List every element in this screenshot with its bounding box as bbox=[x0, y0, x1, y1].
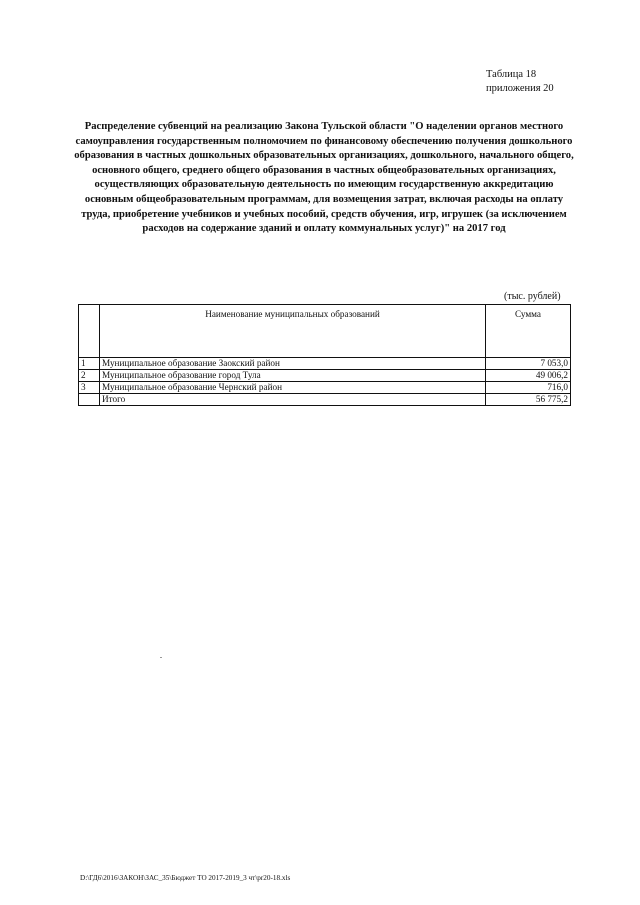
table-number: Таблица 18 bbox=[486, 69, 537, 80]
total-num bbox=[79, 394, 100, 406]
subsidy-table bbox=[78, 304, 571, 406]
row-sum: 49 006,2 bbox=[486, 370, 571, 382]
row-name: Муниципальное образование город Тула bbox=[100, 370, 486, 382]
table-row bbox=[79, 358, 571, 370]
row-sum: 716,0 bbox=[486, 382, 571, 394]
table-row bbox=[79, 382, 571, 394]
table-header-row bbox=[79, 305, 571, 358]
header-name: Наименование муниципальных образований bbox=[100, 305, 486, 358]
total-sum: 56 775,2 bbox=[486, 394, 571, 406]
row-name: Муниципальное образование Чернский район bbox=[100, 382, 486, 394]
row-num: 2 bbox=[79, 370, 100, 382]
file-path-footer: D:\ГД6\2016\ЗАКОН\ЗАС_35\Бюджет ТО 2017-2019_3 чт\pr20-18.xls bbox=[80, 874, 291, 882]
total-row bbox=[79, 394, 571, 406]
units-label: (тыс. рублей) bbox=[504, 291, 561, 302]
row-num: 3 bbox=[79, 382, 100, 394]
table-row bbox=[79, 370, 571, 382]
scan-speck bbox=[160, 657, 162, 658]
appendix-number: приложения 20 bbox=[486, 83, 554, 94]
header-num bbox=[79, 305, 100, 358]
row-name: Муниципальное образование Заокский район bbox=[100, 358, 486, 370]
row-sum: 7 053,0 bbox=[486, 358, 571, 370]
document-title: Распределение субвенций на реализацию Закона Тульской области "О наделении органов местного самоуправления государственным полномочием по финансовому обеспечению получения дошкольного образования в частных дошкольных образовательных организациях, дошкольного, начального общего, основного общего, среднего общего образования в частных общеобразовательных организациях, осуществляющих образовательную деятельность по имеющим государственную аккредитацию основным общеобразовательным программам, для возмещения затрат, включая расходы на оплату труда, приобретение учебников и учебных пособий, средств обучения, игр, игрушек (за исключением расходов на содержание зданий и оплату коммунальных услуг)" на 2017 год bbox=[74, 121, 574, 235]
header-sum: Сумма bbox=[486, 305, 571, 358]
table-reference bbox=[486, 68, 554, 96]
row-num: 1 bbox=[79, 358, 100, 370]
total-label: Итого bbox=[100, 394, 486, 406]
